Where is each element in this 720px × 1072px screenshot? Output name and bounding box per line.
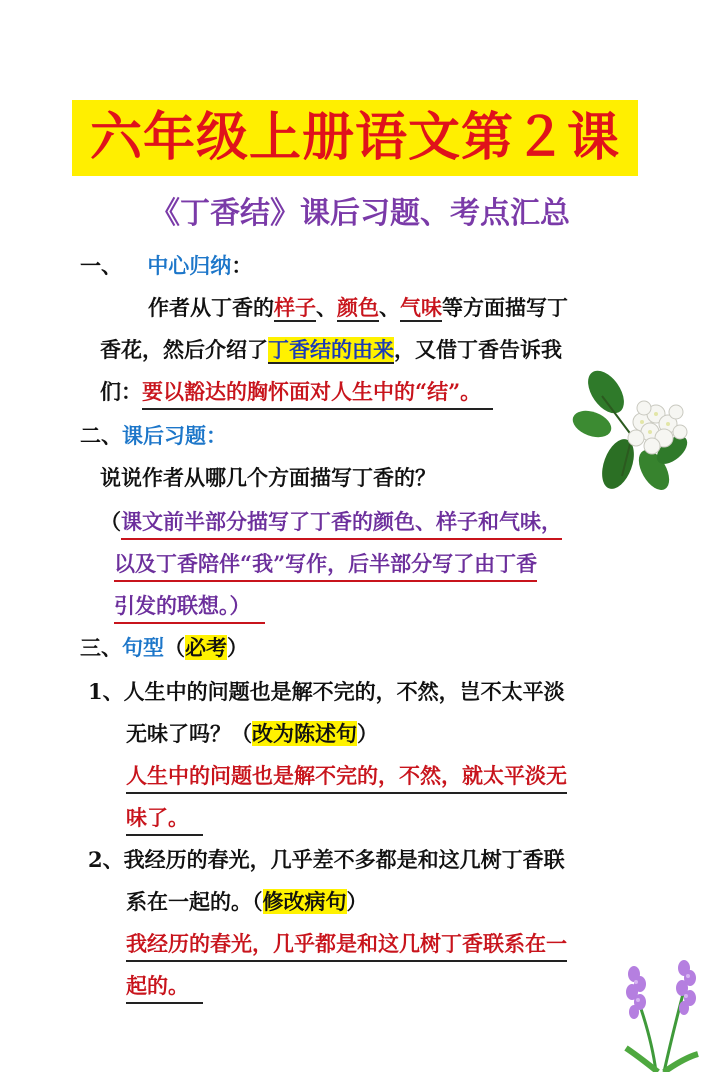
section1-para-line1: 作者从丁香的样子、颜色、气味等方面描写丁: [148, 295, 568, 320]
section1-number: 一、: [80, 253, 122, 278]
white-lilac-flower-icon: [572, 366, 694, 492]
q2-number: 2、: [88, 847, 124, 872]
q2-tag: 修改病句: [262, 889, 347, 914]
keyword-dingxiangjie: 丁香结的由来: [268, 337, 394, 362]
keyword-qiwei: 气味: [400, 295, 442, 320]
page-subtitle: 《丁香结》课后习题、考点汇总: [150, 196, 570, 231]
section3-heading: 三、句型（必考）: [80, 635, 248, 660]
section3-tag: 必考: [185, 635, 227, 660]
q1-tag: 改为陈述句: [252, 721, 357, 746]
q1-number: 1、: [88, 679, 124, 704]
a1-line1: 人生中的问题也是解不完的，不然，就太平淡无: [126, 760, 567, 794]
keyword-yanse: 颜色: [337, 295, 379, 320]
section2-question: 说说作者从哪几个方面描写丁香的？: [100, 465, 436, 490]
section2-answer-line1: （课文前半部分描写了丁香的颜色、样子和气味，: [100, 506, 562, 540]
section1-para-line2: 香花，然后介绍了丁香结的由来，又借丁香告诉我: [100, 337, 562, 362]
q2-line1: 2、我经历的春光，几乎差不多都是和这几树丁香联: [88, 847, 565, 872]
section2-number: 二、: [80, 423, 122, 448]
keyword-theme: 要以豁达的胸怀面对人生中的“结”。: [142, 376, 493, 410]
purple-lavender-flower-icon: [618, 960, 708, 1072]
section1-heading: [80, 250, 252, 282]
q1-line1: 1、人生中的问题也是解不完的，不然，岂不太平淡: [88, 679, 565, 704]
section1-colon: ：: [231, 253, 253, 278]
q1-line2: 无味了吗？（改为陈述句）: [126, 721, 378, 746]
section3-number: 三、: [80, 635, 122, 660]
section1-label: 中心归纳: [147, 253, 232, 278]
section2-answer-line2: 以及丁香陪伴“我”写作，后半部分写了由丁香: [114, 548, 537, 582]
page-title: 六年级上册语文第２课: [89, 107, 620, 168]
a2-line2: 起的。: [126, 970, 203, 1004]
section2-heading: 二、课后习题：: [80, 423, 227, 448]
section2-answer-line3: 引发的联想。）: [114, 590, 265, 624]
a1-line2: 味了。: [126, 802, 203, 836]
section2-label: 课后习题: [122, 423, 206, 448]
a2-line1: 我经历的春光，几乎都是和这几树丁香联系在一: [126, 928, 567, 962]
keyword-yangzi: 样子: [274, 295, 316, 320]
section1-para-line3: 们：要以豁达的胸怀面对人生中的“结”。: [100, 376, 493, 410]
q2-line2: 系在一起的。（修改病句）: [126, 889, 368, 914]
section3-label: 句型: [122, 635, 164, 660]
